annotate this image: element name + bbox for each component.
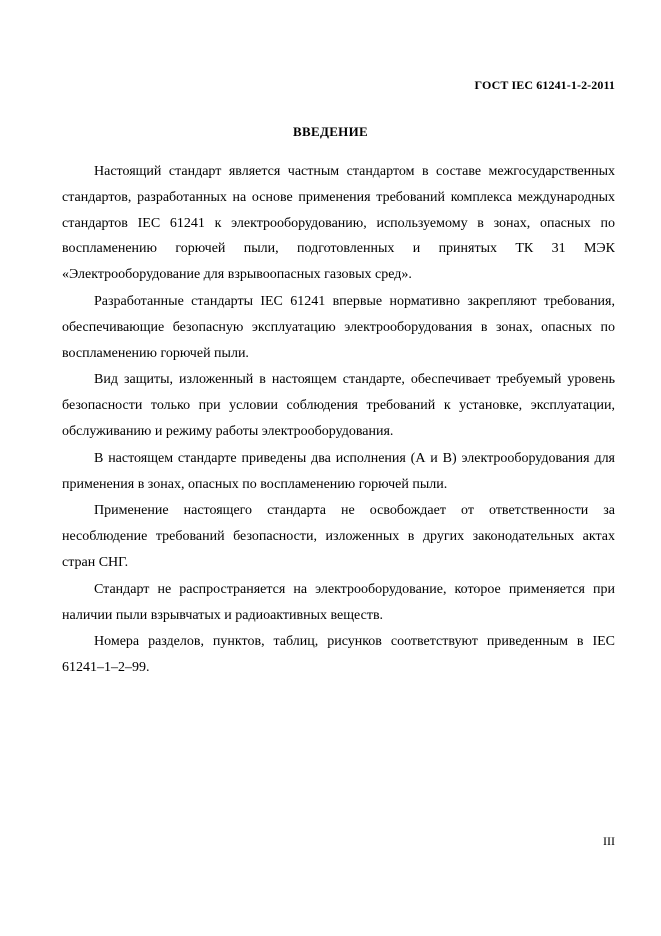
standard-code: ГОСТ IEC 61241-1-2-2011 [474,78,615,92]
body-text [62,159,615,682]
paragraph: Вид защиты, изложенный в настоящем стандарте, обеспечивает требуемый уровень безопасности только при условии соблюдения требований к установке, эксплуатации, обслуживанию и режиму работы электрооборудования. [62,372,615,439]
paragraph: Применение настоящего стандарта не освобождает от ответственности за несоблюдение требований безопасности, изложенных в других законодательных актах стран СНГ. [62,503,615,570]
paragraph: Настоящий стандарт является частным стандартом в составе межгосударственных стандартов, разработанных на основе применения требований комплекса международных стандартов IEC 61241 к электрооборудованию, используемому в зонах, опасных по воспламенению горючей пыли, подготовленных и принятых ТК 31 МЭК «Электрооборудование для взрывоопасных газовых сред». [62,164,615,283]
page-number: III [603,834,615,848]
paragraph: Разработанные стандарты IEC 61241 впервые нормативно закрепляют требования, обеспечивающие безопасную эксплуатацию электрооборудования в зонах, опасных по воспламенению горючей пыли. [62,293,615,361]
paragraph: Номера разделов, пунктов, таблиц, рисунков соответствуют приведенным в IEC 61241–1–2–99. [62,634,615,676]
section-title: ВВЕДЕНИЕ [293,124,368,139]
paragraph: В настоящем стандарте приведены два исполнения (А и В) электрооборудования для применения в зонах, опасных по воспламенению горючей пыли. [62,450,615,492]
paragraph: Стандарт не распространяется на электрооборудование, которое применяется при наличии пыли взрывчатых и радиоактивных веществ. [62,581,615,623]
